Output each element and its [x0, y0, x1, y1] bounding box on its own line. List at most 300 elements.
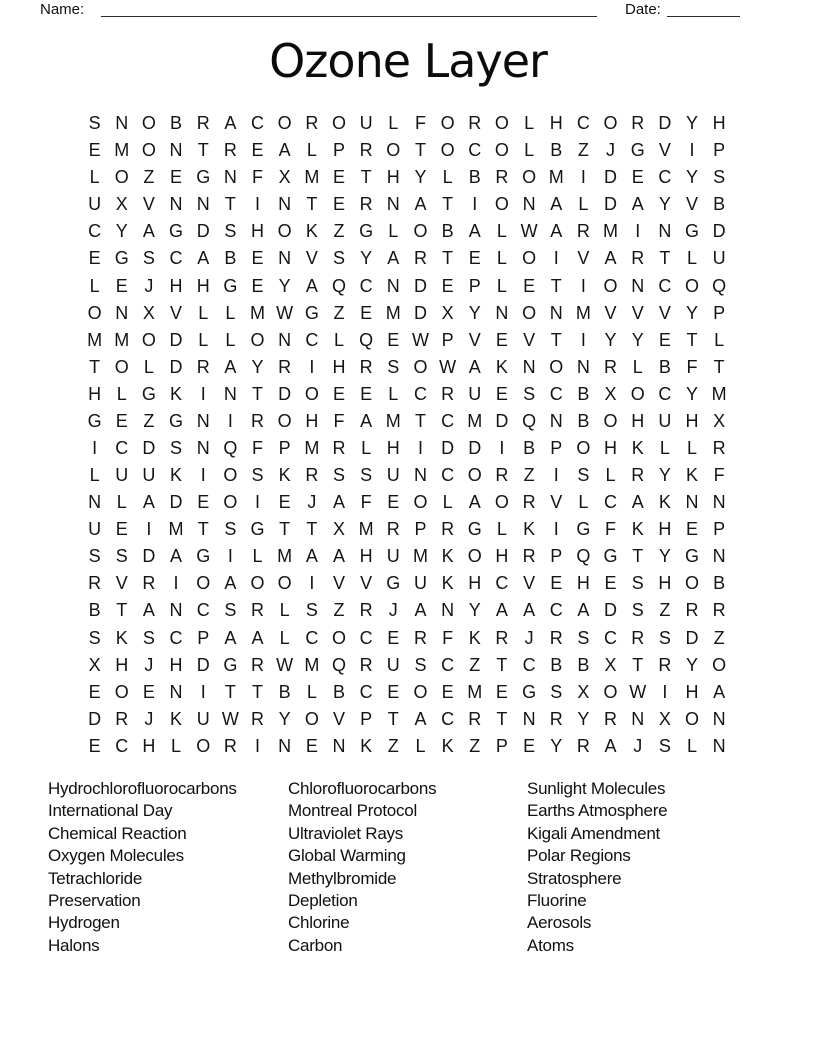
grid-cell: E	[550, 573, 563, 594]
grid-cell: I	[255, 735, 261, 756]
grid-cell: A	[713, 681, 726, 702]
grid-cell: S	[142, 248, 155, 269]
grid-cell: U	[88, 194, 102, 215]
grid-cell: D	[413, 275, 427, 296]
grid-cell: N	[278, 735, 292, 756]
grid-cell: V	[170, 302, 183, 323]
grid-cell: L	[388, 383, 399, 404]
grid-cell: O	[141, 113, 156, 134]
grid-cell: E	[115, 275, 128, 296]
grid-cell: H	[712, 113, 726, 134]
grid-cell: C	[468, 140, 482, 161]
grid-cell: L	[198, 302, 209, 323]
grid-cell: C	[658, 167, 672, 188]
grid-cell: R	[359, 356, 373, 377]
grid-cell: M	[87, 329, 103, 350]
grid-row	[81, 679, 733, 706]
grid-cell: Z	[333, 600, 345, 621]
grid-cell: O	[196, 735, 211, 756]
word-list-item: Hydrochlorofluorocarbons	[48, 779, 237, 798]
grid-cell: U	[413, 573, 427, 594]
grid-cell: T	[496, 708, 508, 729]
grid-cell: R	[251, 410, 265, 431]
grid-cell: H	[604, 437, 618, 458]
grid-row	[81, 272, 733, 299]
grid-cell: E	[495, 329, 508, 350]
grid-cell: S	[631, 600, 644, 621]
grid-cell: L	[89, 167, 100, 188]
grid-cell: K	[686, 465, 699, 486]
grid-cell: H	[115, 654, 129, 675]
grid-cell: C	[441, 654, 455, 675]
grid-cell: B	[278, 681, 291, 702]
grid-row	[81, 597, 733, 624]
grid-cell: D	[169, 356, 183, 377]
grid-cell: L	[442, 492, 453, 513]
grid-cell: D	[712, 221, 726, 242]
grid-cell: A	[631, 492, 644, 513]
grid-cell: Q	[712, 275, 727, 296]
grid-cell: R	[658, 654, 672, 675]
grid-row	[81, 327, 733, 354]
date-label: Date:	[625, 1, 661, 18]
grid-cell: T	[306, 519, 318, 540]
grid-cell: T	[89, 356, 101, 377]
grid-cell: E	[495, 681, 508, 702]
grid-cell: Y	[658, 465, 671, 486]
grid-cell: R	[495, 627, 509, 648]
grid-cell: B	[577, 654, 590, 675]
grid-cell: I	[580, 329, 586, 350]
grid-cell: I	[200, 465, 206, 486]
grid-cell: L	[632, 356, 643, 377]
grid-cell: C	[413, 383, 427, 404]
grid-cell: O	[413, 492, 428, 513]
grid-cell: H	[386, 167, 400, 188]
grid-cell: O	[549, 356, 564, 377]
grid-cell: Y	[686, 383, 699, 404]
grid-cell: O	[250, 329, 265, 350]
grid-cell: R	[359, 600, 373, 621]
grid-cell: K	[170, 708, 183, 729]
grid-cell: N	[196, 194, 210, 215]
grid-cell: R	[549, 708, 563, 729]
grid-cell: P	[550, 437, 563, 458]
word-list-column	[527, 778, 667, 957]
grid-cell: K	[631, 437, 644, 458]
grid-cell: E	[441, 275, 454, 296]
grid-cell: M	[114, 140, 130, 161]
grid-cell: A	[278, 140, 291, 161]
grid-cell: I	[580, 167, 586, 188]
grid-cell: P	[468, 275, 481, 296]
grid-cell: E	[523, 735, 536, 756]
grid-cell: I	[309, 573, 315, 594]
grid-cell: T	[659, 248, 671, 269]
grid-cell: S	[387, 356, 400, 377]
grid-cell: O	[440, 113, 455, 134]
grid-cell: T	[550, 275, 562, 296]
grid-cell: V	[523, 573, 536, 594]
grid-cell: I	[227, 410, 233, 431]
grid-cell: V	[360, 573, 373, 594]
grid-cell: Y	[658, 546, 671, 567]
grid-row	[81, 137, 733, 164]
grid-cell: Y	[686, 113, 699, 134]
grid-cell: A	[604, 735, 617, 756]
grid-cell: C	[305, 329, 319, 350]
grid-cell: X	[441, 302, 454, 323]
grid-cell: A	[170, 546, 183, 567]
grid-cell: R	[631, 248, 645, 269]
grid-cell: R	[685, 600, 699, 621]
grid-row	[81, 245, 733, 272]
grid-cell: Y	[468, 600, 481, 621]
grid-cell: G	[223, 275, 238, 296]
grid-cell: C	[658, 383, 672, 404]
grid-cell: E	[360, 302, 373, 323]
grid-cell: V	[631, 302, 644, 323]
grid-cell: X	[713, 410, 726, 431]
grid-cell: Q	[522, 410, 537, 431]
name-blank-line	[101, 2, 597, 17]
grid-cell: V	[658, 302, 671, 323]
grid-cell: R	[251, 654, 265, 675]
grid-cell: L	[116, 383, 127, 404]
grid-cell: N	[278, 194, 292, 215]
grid-cell: G	[304, 302, 319, 323]
grid-cell: Q	[331, 275, 346, 296]
grid-cell: E	[278, 492, 291, 513]
grid-cell: R	[359, 654, 373, 675]
grid-cell: G	[603, 546, 618, 567]
grid-cell: F	[333, 410, 345, 431]
grid-cell: E	[142, 681, 155, 702]
grid-cell: J	[388, 600, 398, 621]
grid-cell: N	[522, 708, 536, 729]
grid-cell: Y	[468, 302, 481, 323]
grid-cell: M	[277, 546, 293, 567]
grid-cell: N	[712, 708, 726, 729]
grid-cell: Z	[143, 410, 155, 431]
grid-cell: H	[658, 573, 672, 594]
grid-cell: T	[116, 600, 128, 621]
grid-cell: L	[524, 113, 535, 134]
grid-cell: R	[712, 437, 726, 458]
grid-cell: Z	[469, 654, 481, 675]
grid-cell: G	[87, 410, 102, 431]
word-list-item: Halons	[48, 935, 100, 955]
grid-cell: N	[522, 194, 536, 215]
grid-cell: D	[604, 194, 618, 215]
grid-cell: X	[604, 383, 617, 404]
grid-cell: N	[386, 275, 400, 296]
grid-cell: D	[278, 383, 292, 404]
grid-cell: E	[251, 275, 264, 296]
grid-cell: C	[359, 627, 373, 648]
grid-cell: O	[331, 627, 346, 648]
grid-cell: T	[632, 546, 644, 567]
grid-cell: T	[224, 194, 236, 215]
grid-cell: A	[550, 221, 563, 242]
grid-cell: U	[359, 113, 373, 134]
grid-cell: O	[87, 302, 102, 323]
grid-cell: C	[441, 465, 455, 486]
grid-cell: P	[713, 519, 726, 540]
grid-cell: L	[496, 248, 507, 269]
grid-cell: D	[196, 654, 210, 675]
word-list-item: Atoms	[527, 935, 574, 955]
grid-cell: O	[522, 302, 537, 323]
grid-cell: Z	[713, 627, 725, 648]
grid-cell: E	[387, 492, 400, 513]
grid-cell: R	[413, 627, 427, 648]
grid-cell: G	[522, 681, 537, 702]
grid-row	[81, 462, 733, 489]
grid-cell: N	[495, 302, 509, 323]
grid-cell: C	[115, 437, 129, 458]
grid-cell: O	[114, 681, 129, 702]
grid-cell: D	[142, 437, 156, 458]
grid-cell: N	[549, 410, 563, 431]
grid-cell: L	[89, 275, 100, 296]
grid-cell: R	[468, 708, 482, 729]
word-list-item: Carbon	[288, 935, 343, 955]
grid-cell: E	[387, 627, 400, 648]
grid-cell: M	[603, 221, 619, 242]
grid-cell: U	[658, 410, 672, 431]
grid-cell: F	[252, 437, 264, 458]
grid-cell: Y	[686, 302, 699, 323]
grid-cell: M	[548, 167, 564, 188]
grid-cell: I	[146, 519, 152, 540]
grid-cell: E	[631, 167, 644, 188]
grid-cell: P	[332, 140, 345, 161]
grid-cell: B	[713, 194, 726, 215]
grid-cell: P	[197, 627, 210, 648]
grid-cell: R	[196, 113, 210, 134]
grid-cell: U	[142, 465, 156, 486]
grid-cell: G	[685, 546, 700, 567]
grid-cell: L	[171, 735, 182, 756]
word-list-column	[48, 778, 237, 957]
grid-cell: C	[522, 654, 536, 675]
grid-cell: E	[88, 140, 101, 161]
grid-cell: O	[413, 681, 428, 702]
grid-cell: W	[411, 329, 429, 350]
grid-cell: L	[252, 546, 263, 567]
grid-cell: R	[522, 546, 536, 567]
word-list-item: Chlorofluorocarbons	[288, 779, 437, 798]
grid-cell: S	[115, 546, 128, 567]
grid-cell: L	[306, 140, 317, 161]
grid-cell: O	[114, 356, 129, 377]
grid-row	[81, 489, 733, 516]
grid-cell: O	[386, 140, 401, 161]
grid-cell: D	[604, 167, 618, 188]
grid-cell: K	[441, 573, 454, 594]
grid-cell: O	[685, 708, 700, 729]
grid-cell: O	[603, 410, 618, 431]
grid-cell: G	[359, 221, 374, 242]
grid-cell: T	[414, 140, 426, 161]
grid-cell: O	[603, 113, 618, 134]
grid-cell: A	[142, 492, 155, 513]
grid-cell: X	[115, 194, 128, 215]
grid-cell: C	[441, 410, 455, 431]
grid-cell: N	[712, 492, 726, 513]
grid-cell: L	[361, 437, 372, 458]
grid-cell: M	[304, 437, 320, 458]
grid-cell: L	[524, 140, 535, 161]
grid-cell: R	[576, 735, 590, 756]
grid-cell: M	[467, 410, 483, 431]
grid-cell: V	[115, 573, 128, 594]
grid-cell: L	[659, 437, 670, 458]
grid-cell: S	[88, 627, 101, 648]
grid-cell: A	[197, 248, 210, 269]
grid-cell: W	[629, 681, 647, 702]
grid-cell: L	[143, 356, 154, 377]
grid-cell: N	[115, 302, 129, 323]
grid-cell: W	[276, 654, 294, 675]
grid-cell: K	[658, 492, 671, 513]
grid-cell: W	[439, 356, 457, 377]
grid-cell: V	[468, 329, 481, 350]
grid-cell: N	[658, 221, 672, 242]
grid-cell: S	[224, 600, 237, 621]
grid-cell: L	[687, 248, 698, 269]
grid-cell: Z	[387, 735, 399, 756]
grid-cell: F	[414, 113, 426, 134]
grid-cell: T	[713, 356, 725, 377]
grid-cell: E	[387, 329, 400, 350]
grid-row	[81, 624, 733, 651]
grid-cell: R	[604, 356, 618, 377]
grid-cell: T	[252, 383, 264, 404]
grid-cell: G	[141, 383, 156, 404]
grid-cell: W	[221, 708, 239, 729]
grid-row	[81, 164, 733, 191]
grid-cell: O	[494, 140, 509, 161]
grid-cell: K	[170, 465, 183, 486]
grid-cell: O	[141, 140, 156, 161]
grid-cell: H	[468, 573, 482, 594]
grid-cell: F	[605, 519, 617, 540]
grid-cell: Q	[359, 329, 374, 350]
grid-cell: H	[685, 681, 699, 702]
grid-cell: O	[413, 221, 428, 242]
grid-cell: M	[385, 410, 401, 431]
grid-cell: Y	[550, 735, 563, 756]
grid-cell: A	[631, 194, 644, 215]
grid-cell: D	[685, 627, 699, 648]
grid-cell: T	[632, 654, 644, 675]
grid-cell: L	[714, 329, 725, 350]
grid-cell: S	[658, 735, 671, 756]
grid-cell: O	[685, 573, 700, 594]
grid-cell: H	[495, 546, 509, 567]
grid-cell: X	[577, 681, 590, 702]
grid-cell: N	[196, 410, 210, 431]
grid-cell: O	[277, 113, 292, 134]
grid-cell: O	[331, 113, 346, 134]
grid-cell: I	[553, 248, 559, 269]
grid-cell: A	[414, 194, 427, 215]
grid-cell: T	[197, 140, 209, 161]
grid-cell: S	[88, 546, 101, 567]
grid-cell: M	[385, 302, 401, 323]
grid-cell: B	[550, 140, 563, 161]
grid-cell: U	[468, 383, 482, 404]
grid-cell: V	[686, 194, 699, 215]
grid-cell: A	[142, 600, 155, 621]
grid-cell: G	[223, 654, 238, 675]
grid-cell: R	[441, 519, 455, 540]
grid-cell: Y	[278, 708, 291, 729]
grid-cell: R	[495, 167, 509, 188]
grid-cell: B	[577, 383, 590, 404]
grid-cell: I	[580, 275, 586, 296]
grid-cell: P	[713, 140, 726, 161]
grid-cell: R	[115, 708, 129, 729]
grid-cell: M	[358, 519, 374, 540]
grid-cell: U	[196, 708, 210, 729]
grid-cell: S	[332, 248, 345, 269]
grid-row	[81, 516, 733, 543]
grid-cell: O	[223, 492, 238, 513]
word-list-item: Montreal Protocol	[288, 801, 417, 821]
grid-cell: K	[360, 735, 373, 756]
grid-cell: A	[414, 600, 427, 621]
grid-cell: X	[278, 167, 291, 188]
word-list-item: Kigali Amendment	[527, 823, 661, 843]
grid-cell: N	[712, 735, 726, 756]
grid-cell: E	[170, 167, 183, 188]
grid-cell: L	[89, 465, 100, 486]
grid-cell: E	[658, 329, 671, 350]
grid-cell: A	[604, 248, 617, 269]
grid-cell: I	[173, 573, 179, 594]
grid-cell: A	[224, 627, 237, 648]
grid-cell: H	[549, 113, 563, 134]
grid-cell: R	[278, 356, 292, 377]
grid-cell: C	[549, 383, 563, 404]
grid-cell: U	[712, 248, 726, 269]
grid-cell: N	[278, 329, 292, 350]
grid-cell: A	[360, 410, 373, 431]
grid-cell: G	[169, 221, 184, 242]
grid-cell: P	[360, 708, 373, 729]
grid-cell: B	[468, 167, 481, 188]
grid-cell: A	[414, 708, 427, 729]
grid-cell: G	[576, 519, 591, 540]
grid-row	[81, 408, 733, 435]
grid-cell: R	[223, 140, 237, 161]
grid-cell: L	[442, 167, 453, 188]
grid-row	[81, 706, 733, 733]
grid-cell: J	[144, 654, 154, 675]
grid-cell: O	[141, 329, 156, 350]
grid-cell: A	[577, 600, 590, 621]
grid-cell: L	[198, 329, 209, 350]
grid-cell: L	[687, 437, 698, 458]
grid-cell: R	[386, 519, 400, 540]
grid-cell: E	[441, 681, 454, 702]
grid-cell: A	[305, 546, 318, 567]
grid-cell: O	[277, 410, 292, 431]
grid-cell: N	[223, 167, 237, 188]
